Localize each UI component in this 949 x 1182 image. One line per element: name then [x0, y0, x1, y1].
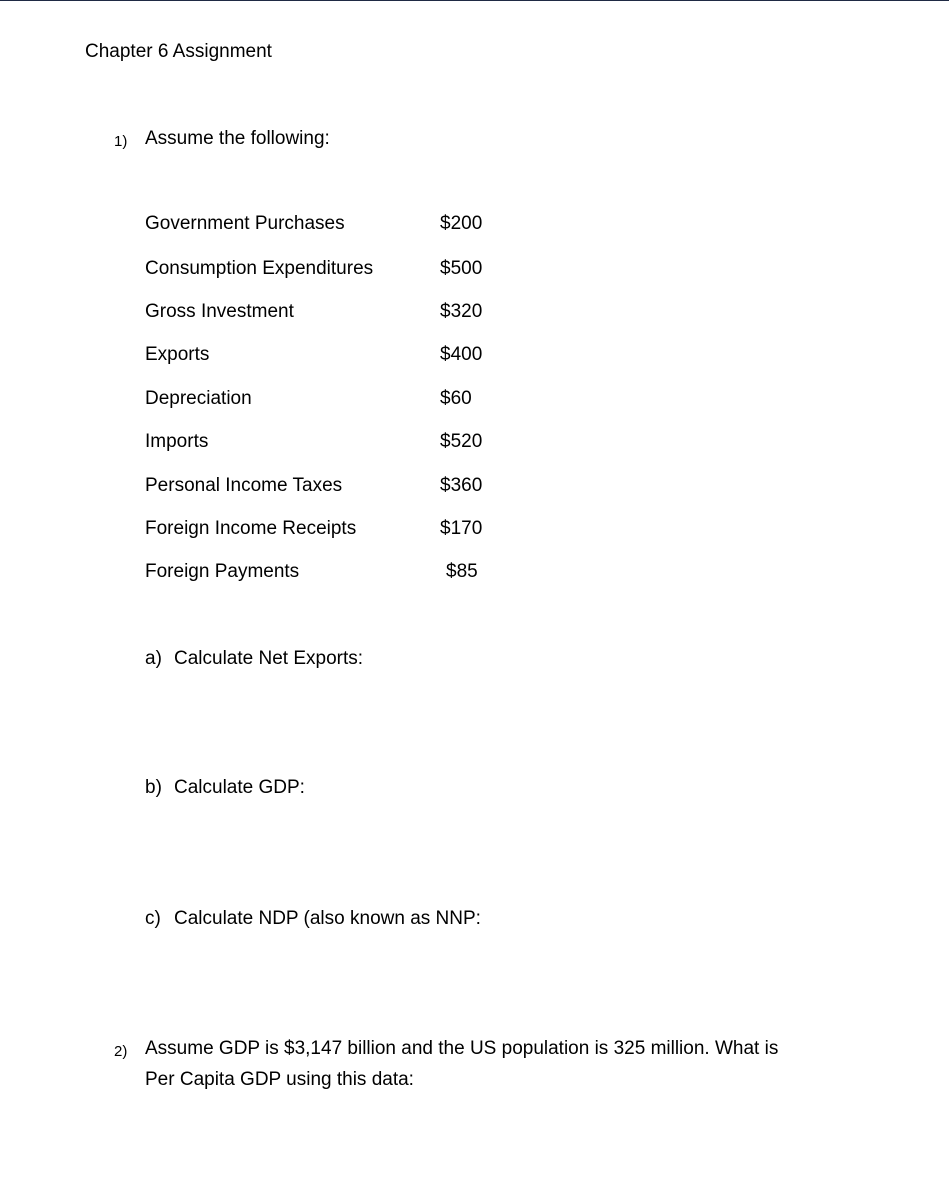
- item-value: $170: [440, 518, 483, 539]
- table-row: [145, 298, 505, 326]
- item-label: Imports: [145, 431, 209, 452]
- subquestion-a: [145, 645, 363, 673]
- item-label: Personal Income Taxes: [145, 475, 343, 496]
- item-label: Consumption Expenditures: [145, 258, 374, 279]
- subquestion-text: Calculate NDP (also known as NNP:: [174, 908, 481, 929]
- table-row: [145, 385, 505, 413]
- item-value: $500: [440, 258, 483, 279]
- question-1-number: 1): [114, 133, 128, 150]
- item-value: $360: [440, 475, 483, 496]
- question-2-number: 2): [114, 1043, 128, 1060]
- table-row: [145, 558, 505, 586]
- table-row: [145, 210, 505, 238]
- item-value: $200: [440, 213, 483, 234]
- subquestion-letter: c): [145, 908, 161, 929]
- subquestion-letter: b): [145, 777, 162, 798]
- question-2-line-2: Per Capita GDP using this data:: [145, 1069, 414, 1090]
- table-row: [145, 255, 505, 283]
- question-2-line-1: Assume GDP is $3,147 billion and the US population is 325 million. What is: [145, 1038, 779, 1059]
- item-label: Foreign Payments: [145, 561, 300, 582]
- item-value: $320: [440, 301, 483, 322]
- table-row: [145, 428, 505, 456]
- item-value: $400: [440, 344, 483, 365]
- question-1-prompt: Assume the following:: [145, 128, 330, 149]
- subquestion-letter: a): [145, 648, 162, 669]
- item-label: Gross Investment: [145, 301, 294, 322]
- table-row: [145, 472, 505, 500]
- item-value: $520: [440, 431, 483, 452]
- table-row: [145, 341, 505, 369]
- item-label: Foreign Income Receipts: [145, 518, 357, 539]
- item-value: $85: [446, 561, 478, 582]
- item-label: Depreciation: [145, 388, 252, 409]
- item-label: Exports: [145, 344, 210, 365]
- subquestion-c: [145, 905, 481, 933]
- subquestion-text: Calculate GDP:: [174, 777, 305, 798]
- document-title: Chapter 6 Assignment: [85, 41, 272, 62]
- item-value: $60: [440, 388, 472, 409]
- subquestion-b: [145, 774, 305, 802]
- item-label: Government Purchases: [145, 213, 345, 234]
- subquestion-text: Calculate Net Exports:: [174, 648, 364, 669]
- table-row: [145, 515, 505, 543]
- top-border: [0, 0, 949, 1]
